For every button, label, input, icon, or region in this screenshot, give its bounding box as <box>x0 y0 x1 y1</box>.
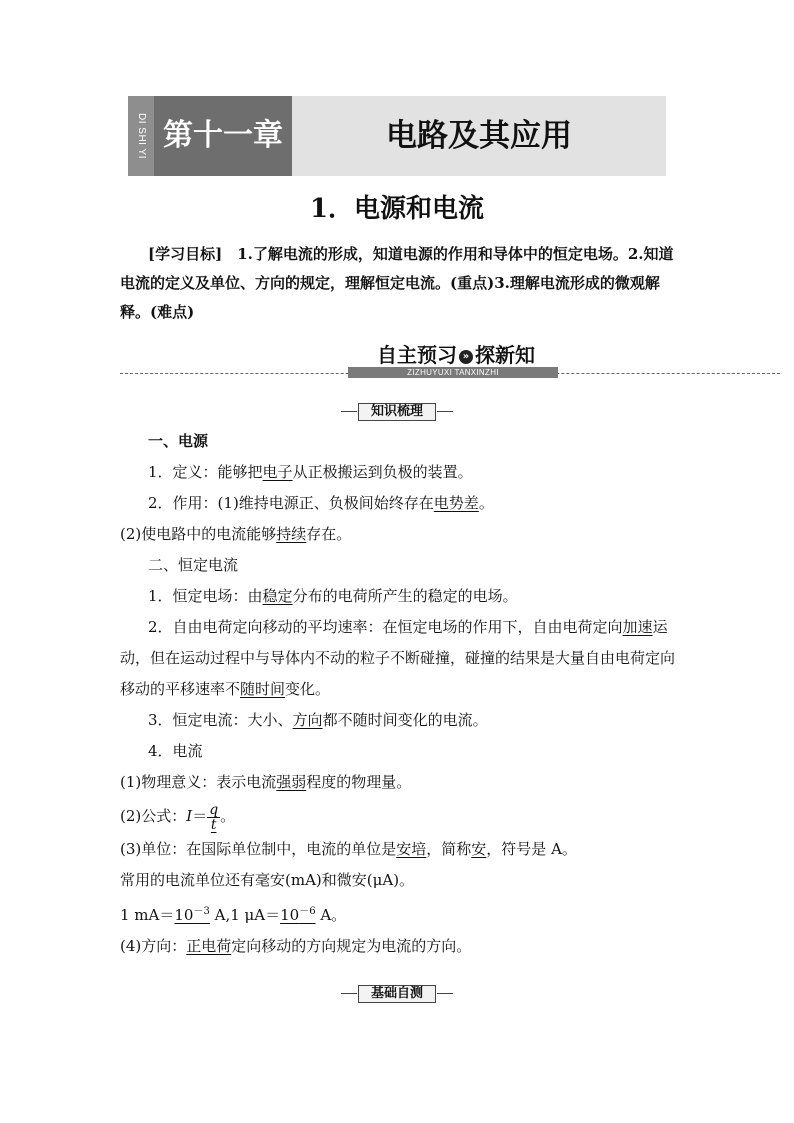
chapter-banner <box>110 96 666 176</box>
knowledge-tag-row <box>0 400 794 421</box>
para-physical-meaning: (1)物理意义：表示电流强弱程度的物理量。 <box>120 773 412 791</box>
selftest-tag: 基础自测 <box>358 985 436 1003</box>
chevron-right-icon: » <box>459 350 473 364</box>
para-definition: 1．定义：能够把电子从正极搬运到负极的装置。 <box>148 463 473 481</box>
para-unit-conversion: 1 $mA=10^{-3}$ A,1 $\mu A=10^{-6}$ A。 <box>120 906 347 924</box>
para-unit: (3)单位：在国际单位制中，电流的单位是安培，简称安，符号是 A。 <box>120 840 577 858</box>
goals-text: 1.了解电流的形成，知道电源的作用和导体中的恒定电场。2.知道电流的定义及单位、方向的规定，理解恒定电流。(重点)3.理解电流形成的微观解释。(难点) <box>120 245 674 321</box>
para-drift-speed: 2．自由电荷定向移动的平均速率：在恒定电场的作用下，自由电荷定向加速运动，但在运动过程中与导体内不动的粒子不断碰撞，碰撞的结果是大量自由电荷定向移动的平移速率不随时间变化。 <box>120 618 676 698</box>
chapter-pinyin: DI SHI YI ZHANG <box>128 96 154 176</box>
para-constant-field: 1．恒定电场：由稳定分布的电荷所产生的稳定的电场。 <box>148 587 518 605</box>
selftest-tag-row <box>0 982 794 1003</box>
section-divider <box>120 343 780 383</box>
content-body <box>120 426 676 962</box>
goals-label: [学习目标] <box>148 245 223 263</box>
divider-left: 自主预习 <box>377 343 457 367</box>
heading-power-source: 一、电源 <box>148 432 209 450</box>
fraction-q-over-t: $\frac{q}{t}$ <box>209 801 219 833</box>
heading-current: 4．电流 <box>148 742 203 760</box>
divider-heading <box>360 343 552 367</box>
para-formula: (2)公式：I＝ $\frac{q}{t}$ 。 <box>120 801 236 833</box>
para-function-1: 2．作用：(1)维持电源正、负极间始终存在电势差。 <box>148 494 494 512</box>
learning-goals <box>120 240 676 327</box>
divider-right: 探新知 <box>475 343 535 367</box>
divider-pinyin: ZIZHUYUXI TANXINZHI <box>348 367 558 378</box>
para-common-units: 常用的电流单位还有毫安(mA)和微安(μA)。 <box>120 871 415 889</box>
section-title: 1．电源和电流 <box>309 194 485 224</box>
knowledge-tag: 知识梳理 <box>358 403 436 421</box>
para-constant-current-def: 3．恒定电流：大小、方向都不随时间变化的电流。 <box>148 711 488 729</box>
chapter-title: 电路及其应用 <box>292 96 666 176</box>
chapter-number: 第十一章 <box>154 96 292 176</box>
heading-constant-current: 二、恒定电流 <box>148 556 239 574</box>
para-function-2: (2)使电路中的电流能够持续存在。 <box>120 525 352 543</box>
para-direction: (4)方向：正电荷定向移动的方向规定为电流的方向。 <box>120 937 472 955</box>
